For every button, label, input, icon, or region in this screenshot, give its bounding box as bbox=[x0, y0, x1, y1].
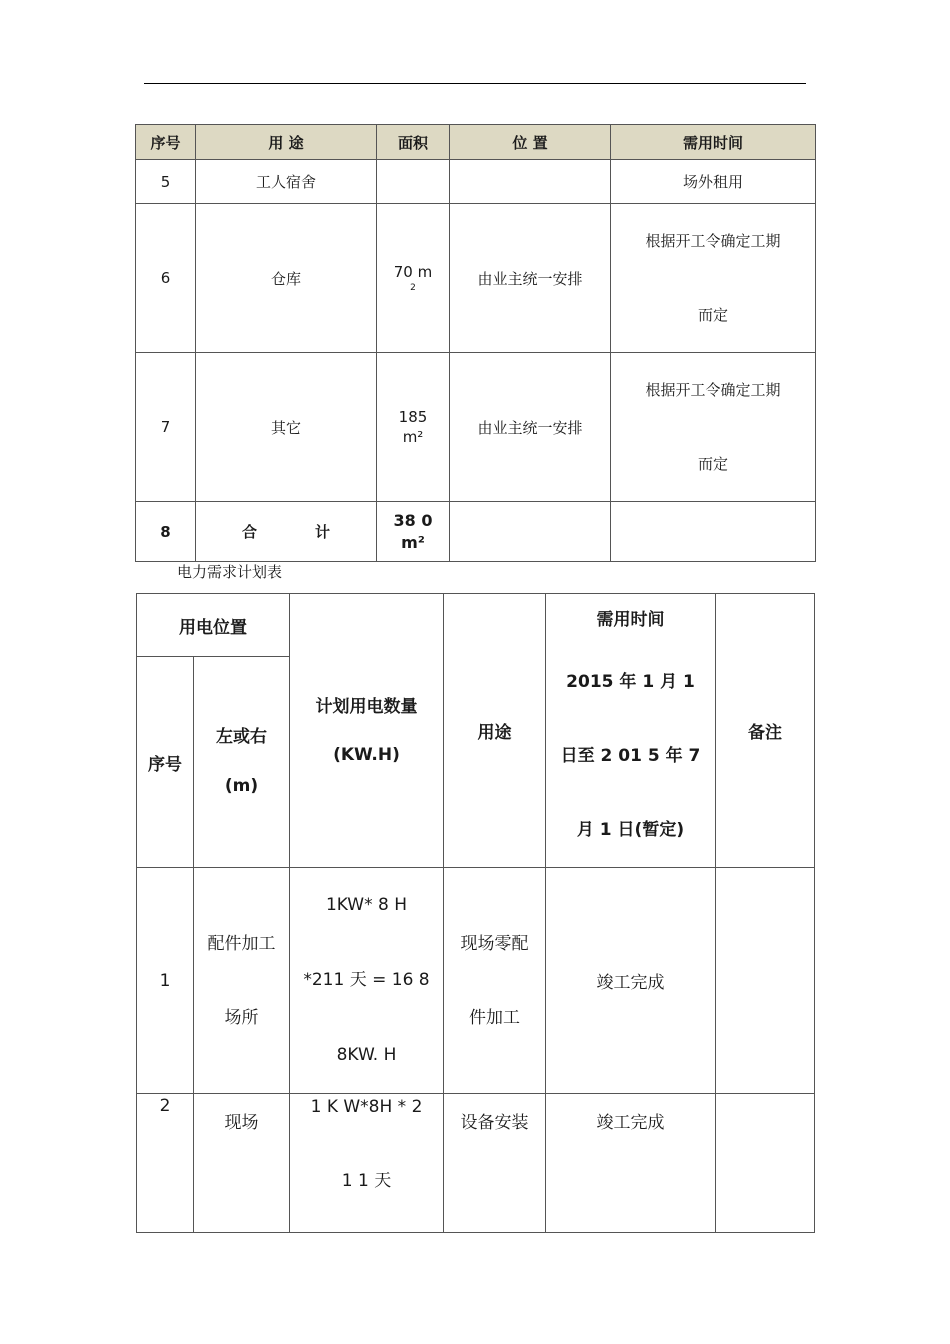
total-label-b: 计 bbox=[315, 523, 331, 541]
time-header-line-1: 需用时间 bbox=[596, 609, 665, 630]
planned-line-3: 8KW. H bbox=[336, 1045, 397, 1065]
cell-planned bbox=[290, 868, 444, 1094]
time-line-1: 根据开工令确定工期 bbox=[645, 232, 781, 250]
time-line-2: 而定 bbox=[697, 306, 728, 324]
cell-remark bbox=[716, 868, 815, 1094]
cell-area bbox=[377, 160, 450, 204]
cell-area bbox=[377, 353, 450, 502]
time-header-line-2: 2015 年 1 月 1 bbox=[566, 671, 695, 692]
cell-use: 其它 bbox=[196, 353, 377, 502]
col-header-side bbox=[194, 657, 290, 868]
area-unit: m² bbox=[401, 532, 425, 552]
cell-location: 由业主统一安排 bbox=[450, 204, 611, 353]
cell-seq: 1 bbox=[137, 868, 194, 1094]
col-header-seq: 序号 bbox=[136, 125, 196, 160]
cell-time: 竣工完成 bbox=[546, 868, 716, 1094]
planned-header-line-2: (KW.H) bbox=[333, 744, 400, 765]
table-row bbox=[136, 160, 816, 204]
planned-line-1: 1KW* 8 H bbox=[325, 895, 408, 915]
col-header-time bbox=[546, 594, 716, 868]
cell-time bbox=[611, 353, 816, 502]
cell-seq: 5 bbox=[136, 160, 196, 204]
table-header-row bbox=[137, 594, 815, 657]
cell-place: 现场 bbox=[194, 1094, 290, 1233]
total-label-a: 合 bbox=[241, 523, 257, 541]
cell-time bbox=[611, 502, 816, 562]
time-line-2: 而定 bbox=[697, 455, 728, 473]
col-header-location-group: 用电位置 bbox=[137, 594, 290, 657]
cell-seq: 6 bbox=[136, 204, 196, 353]
header-rule bbox=[144, 83, 806, 84]
area-value: 70 m bbox=[393, 263, 433, 281]
table-row bbox=[137, 1094, 815, 1233]
planned-header-line-1: 计划用电数量 bbox=[315, 696, 418, 717]
use-line-1: 现场零配 bbox=[460, 933, 529, 954]
table-row bbox=[137, 868, 815, 1094]
cell-total-area bbox=[377, 502, 450, 562]
side-header-line-2: (m) bbox=[224, 776, 259, 796]
cell-place bbox=[194, 868, 290, 1094]
col-header-use: 用 途 bbox=[196, 125, 377, 160]
side-header-line-1: 左或右 bbox=[216, 727, 267, 747]
cell-seq: 7 bbox=[136, 353, 196, 502]
time-header-line-3: 日至 2 01 5 年 7 bbox=[560, 745, 701, 766]
col-header-planned bbox=[290, 594, 444, 868]
table-total-row bbox=[136, 502, 816, 562]
cell-seq: 8 bbox=[136, 502, 196, 562]
col-header-area: 面积 bbox=[377, 125, 450, 160]
cell-time: 场外租用 bbox=[611, 160, 816, 204]
col-header-time: 需用时间 bbox=[611, 125, 816, 160]
table-header-row bbox=[136, 125, 816, 160]
area-unit: 2 bbox=[410, 283, 416, 293]
cell-use: 工人宿舍 bbox=[196, 160, 377, 204]
cell-location bbox=[450, 160, 611, 204]
cell-location bbox=[450, 502, 611, 562]
col-header-remark: 备注 bbox=[716, 594, 815, 868]
place-line-2: 场所 bbox=[224, 1007, 259, 1028]
area-value: 38 0 bbox=[393, 510, 433, 530]
cell-use bbox=[444, 868, 546, 1094]
use-line-2: 件加工 bbox=[469, 1007, 520, 1028]
cell-remark bbox=[716, 1094, 815, 1233]
cell-use: 仓库 bbox=[196, 204, 377, 353]
table-caption: 电力需求计划表 bbox=[177, 563, 283, 581]
planned-line-2: 1 1 天 bbox=[341, 1171, 392, 1191]
table-row bbox=[136, 204, 816, 353]
cell-time: 竣工完成 bbox=[546, 1094, 716, 1233]
cell-seq: 2 bbox=[137, 1094, 194, 1233]
power-plan-table bbox=[136, 593, 815, 1233]
col-header-location: 位 置 bbox=[450, 125, 611, 160]
planned-line-2: *211 天 = 16 8 bbox=[303, 970, 430, 990]
cell-planned bbox=[290, 1094, 444, 1233]
planned-line-1: 1 K W*8H * 2 bbox=[310, 1097, 423, 1117]
place-line-1: 配件加工 bbox=[207, 933, 276, 954]
time-header-line-4: 月 1 日(暂定) bbox=[576, 819, 685, 840]
area-value: 185 bbox=[398, 408, 428, 426]
area-unit: m² bbox=[402, 428, 424, 446]
time-line-1: 根据开工令确定工期 bbox=[645, 381, 781, 399]
cell-location: 由业主统一安排 bbox=[450, 353, 611, 502]
facilities-table bbox=[135, 124, 816, 562]
cell-area bbox=[377, 204, 450, 353]
table-row bbox=[136, 353, 816, 502]
col-header-use: 用途 bbox=[444, 594, 546, 868]
cell-use: 设备安装 bbox=[444, 1094, 546, 1233]
col-header-seq: 序号 bbox=[137, 657, 194, 868]
cell-total-label bbox=[196, 502, 377, 562]
cell-time bbox=[611, 204, 816, 353]
